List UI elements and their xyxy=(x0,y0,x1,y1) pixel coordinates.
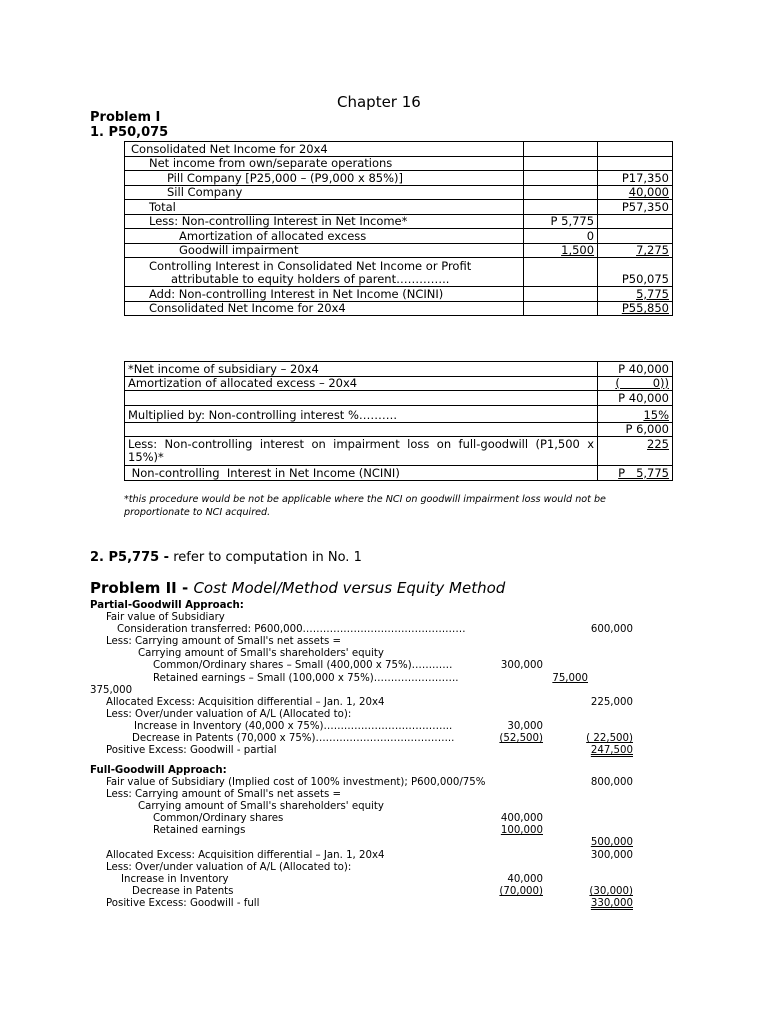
consolidated-net-income-table xyxy=(124,141,673,316)
statement-line: Decrease in Patents xyxy=(132,886,234,897)
table-row: Add: Non-controlling Interest in Net Income (NCINI) 5,775 xyxy=(125,287,673,302)
statement-line: Less: Over/under valuation of A/L (Allocated to): xyxy=(106,709,352,720)
amount: 247,500 xyxy=(590,745,633,756)
footnote: *this procedure would be not be applicable where the NCI on goodwill impairment loss would not be proportionate to NCI acquired. xyxy=(124,494,606,518)
amount: 330,000 xyxy=(590,898,633,909)
table-row: Less: Non-controlling interest on impairment loss on full-goodwill (P1,500 x 15%)* 225 xyxy=(125,437,673,466)
table-row: Sill Company 40,000 xyxy=(125,185,673,200)
nci-computation-table xyxy=(124,361,673,481)
table-row: Net income from own/separate operations xyxy=(125,156,673,171)
statement-line: Consideration transferred: P600,000………………………………………… xyxy=(117,624,466,635)
table-row: Amortization of allocated excess 0 xyxy=(125,229,673,244)
table-row: Goodwill impairment 1,500 7,275 xyxy=(125,243,673,258)
amount: 300,000 xyxy=(590,850,633,861)
table-row: P 40,000 xyxy=(125,391,673,406)
table-row: Non-controlling Interest in Net Income (NCINI) P 5,775 xyxy=(125,466,673,481)
statement-line: Fair value of Subsidiary (Implied cost of 100% investment); P600,000/75% xyxy=(106,777,486,788)
statement-line: Increase in Inventory (40,000 x 75%)……………………………….. xyxy=(134,721,453,732)
statement-line: Positive Excess: Goodwill - full xyxy=(106,898,260,909)
answer-1: 1. P50,075 xyxy=(90,125,169,140)
table-row: *Net income of subsidiary – 20x4 P 40,000 xyxy=(125,362,673,377)
statement-line: Retained earnings xyxy=(153,825,246,836)
table-row: Total P57,350 xyxy=(125,200,673,215)
amount: 100,000 xyxy=(500,825,543,836)
amount: 75,000 xyxy=(552,673,588,684)
table-row: P 6,000 xyxy=(125,422,673,437)
statement-line: Positive Excess: Goodwill - partial xyxy=(106,745,277,756)
amount: 500,000 xyxy=(590,837,633,848)
statement-line: Allocated Excess: Acquisition differential – Jan. 1, 20x4 xyxy=(106,850,385,861)
table-row: Consolidated Net Income for 20x4 P55,850 xyxy=(125,301,673,316)
amount: 600,000 xyxy=(590,624,633,635)
amount: 40,000 xyxy=(507,874,543,885)
statement-line: Carrying amount of Small's shareholders' equity xyxy=(138,801,384,812)
amount: 30,000 xyxy=(507,721,543,732)
statement-line: Allocated Excess: Acquisition differential – Jan. 1, 20x4 xyxy=(106,697,385,708)
amount: ( 22,500) xyxy=(586,733,633,744)
table-row: Less: Non-controlling Interest in Net Income* P 5,775 xyxy=(125,214,673,229)
statement-line: Retained earnings – Small (100,000 x 75%)……………………. xyxy=(153,673,459,684)
statement-line: Less: Carrying amount of Small's net assets = xyxy=(106,789,342,800)
amount: (52,500) xyxy=(499,733,543,744)
statement-line: Common/Ordinary shares – Small (400,000 x 75%)………… xyxy=(153,660,453,671)
problem-1-heading: Problem I xyxy=(90,110,161,125)
statement-line: Less: Carrying amount of Small's net assets = xyxy=(106,636,342,647)
table-row: Pill Company [P25,000 – (P9,000 x 85%)] P17,350 xyxy=(125,171,673,186)
amount: 400,000 xyxy=(500,813,543,824)
partial-goodwill-title: Partial-Goodwill Approach: xyxy=(90,600,244,611)
amount: (70,000) xyxy=(499,886,543,897)
amount: (30,000) xyxy=(589,886,633,897)
problem-2-heading: Problem II - Cost Model/Method versus Equity Method xyxy=(90,579,506,597)
statement-line: Decrease in Patents (70,000 x 75%)………………………………….. xyxy=(132,733,455,744)
full-goodwill-title: Full-Goodwill Approach: xyxy=(90,765,227,776)
amount: 300,000 xyxy=(500,660,543,671)
table-row: Multiplied by: Non-controlling interest %………. 15% xyxy=(125,405,673,422)
table-row: Consolidated Net Income for 20x4 xyxy=(125,142,673,157)
table-row: Controlling Interest in Consolidated Net Income or Profit attributable to equity holders of parent………….. P50,075 xyxy=(125,258,673,287)
statement-line: Less: Over/under valuation of A/L (Allocated to): xyxy=(106,862,352,873)
statement-line: Increase in Inventory xyxy=(121,874,229,885)
statement-line: Common/Ordinary shares xyxy=(153,813,284,824)
amount: 800,000 xyxy=(590,777,633,788)
amount: 225,000 xyxy=(590,697,633,708)
answer-2: 2. P5,775 - refer to computation in No. 1 xyxy=(90,550,362,565)
statement-line: 375,000 xyxy=(90,685,133,696)
table-row: Amortization of allocated excess – 20x4 ( 0)) xyxy=(125,376,673,391)
statement-line: Carrying amount of Small's shareholders' equity xyxy=(138,648,384,659)
page-title: Chapter 16 xyxy=(337,93,421,111)
statement-line: Fair value of Subsidiary xyxy=(106,612,225,623)
